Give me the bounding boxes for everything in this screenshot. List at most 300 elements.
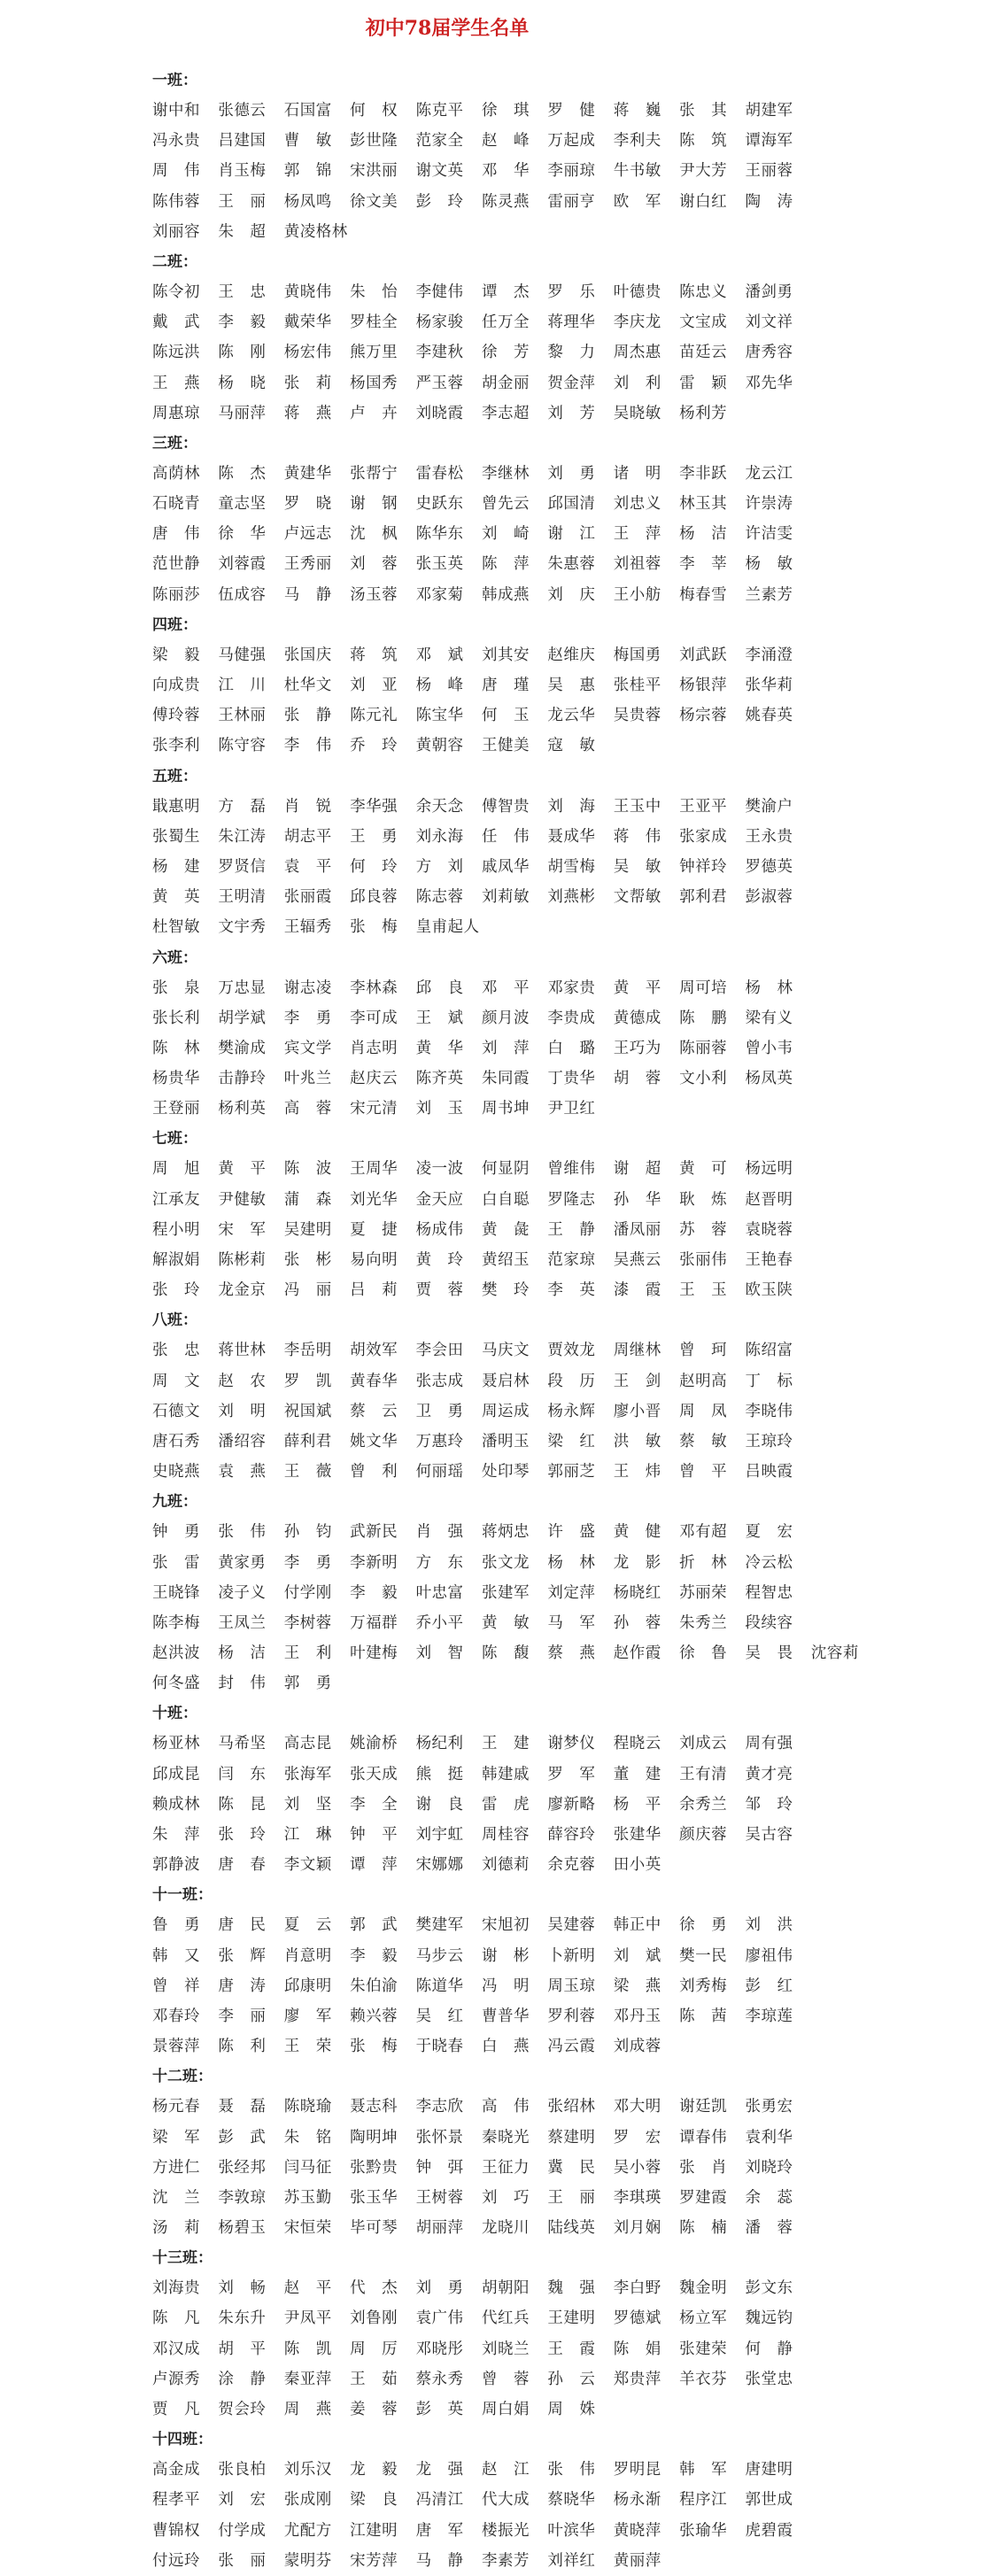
name-row — [152, 549, 919, 579]
name-row — [152, 1335, 919, 1365]
student-name: 宋芳萍 — [350, 2551, 398, 2570]
student-name: 张堂忠 — [745, 2370, 793, 2388]
student-name: 范家琼 — [547, 1251, 596, 1269]
student-name: 张海军 — [283, 1765, 332, 1783]
class-heading: 六班： — [152, 948, 197, 967]
student-name: 王明清 — [218, 888, 267, 907]
student-name: 吴燕云 — [613, 1251, 661, 1269]
student-name: 张天成 — [350, 1765, 398, 1783]
student-name: 杨永辉 — [547, 1402, 596, 1420]
name-row — [152, 2516, 919, 2546]
student-name: 吴晓敏 — [613, 404, 661, 422]
student-name: 曾维伟 — [547, 1160, 596, 1179]
student-name: 周白娟 — [481, 2401, 530, 2418]
student-name: 姜 蓉 — [350, 2401, 398, 2418]
name-row — [152, 337, 919, 367]
name-row — [152, 2123, 919, 2153]
student-name: 曾 珂 — [679, 1342, 728, 1360]
student-name: 付远玲 — [152, 2551, 200, 2570]
student-name: 邓有超 — [679, 1523, 728, 1542]
student-name: 伍成容 — [218, 585, 267, 604]
student-name: 傅玲蓉 — [152, 707, 200, 725]
student-name: 谢廷凯 — [679, 2098, 728, 2116]
student-name: 蒙明芬 — [283, 2551, 332, 2570]
student-name: 尤配方 — [283, 2521, 332, 2540]
student-name: 马 军 — [547, 1613, 596, 1632]
student-name: 肖玉梅 — [218, 162, 267, 181]
student-name: 张 其 — [679, 102, 728, 120]
student-name: 赵明高 — [679, 1372, 728, 1390]
student-name: 沈容莉 — [810, 1644, 859, 1663]
student-name: 刘 海 — [547, 797, 596, 816]
student-name: 陈伟蓉 — [152, 192, 200, 211]
student-name: 谭 萍 — [350, 1856, 398, 1875]
student-name: 文小利 — [679, 1070, 728, 1088]
student-name: 王 荣 — [283, 2038, 332, 2056]
name-row — [152, 1971, 919, 2001]
name-row — [152, 307, 919, 337]
student-name: 陈 娟 — [613, 2340, 661, 2358]
student-name: 马步云 — [415, 1946, 464, 1965]
student-name: 胡志平 — [283, 827, 332, 846]
student-name: 熊万里 — [350, 344, 398, 362]
student-name: 杨远明 — [745, 1160, 793, 1179]
student-name: 徐 勇 — [679, 1916, 728, 1935]
student-name: 罗 军 — [547, 1765, 596, 1783]
student-name: 谭春伟 — [679, 2128, 728, 2147]
student-name: 杨亚林 — [152, 1735, 200, 1753]
student-name: 刘秀梅 — [679, 1976, 728, 1995]
student-name: 吴贵蓉 — [613, 707, 661, 725]
student-name: 击静玲 — [218, 1070, 267, 1088]
student-name: 龙云华 — [547, 707, 596, 725]
name-row — [152, 1517, 919, 1547]
student-name: 张 肖 — [679, 2158, 728, 2177]
student-name: 唐秀容 — [745, 344, 793, 362]
student-name: 陈令初 — [152, 282, 200, 301]
student-name: 罗 宏 — [613, 2128, 661, 2147]
student-name: 易向明 — [350, 1251, 398, 1269]
student-name: 黄德成 — [613, 1009, 661, 1027]
class-block — [152, 2243, 919, 2425]
student-name: 刘 萍 — [481, 1039, 530, 1057]
student-name: 赵庆云 — [350, 1070, 398, 1088]
student-name: 楼振光 — [481, 2521, 530, 2540]
student-name: 杜智敏 — [152, 918, 200, 937]
student-name: 乔小平 — [415, 1613, 464, 1632]
student-name: 周 凤 — [679, 1402, 728, 1420]
student-name: 邓春玲 — [152, 2007, 200, 2025]
student-name: 谢 彬 — [481, 1946, 530, 1965]
student-name: 彭文东 — [745, 2279, 793, 2298]
student-name: 韩正中 — [613, 1916, 661, 1935]
student-name: 罗 凯 — [283, 1372, 332, 1390]
student-name: 谢 钢 — [350, 495, 398, 514]
student-name: 张 辉 — [218, 1946, 267, 1965]
student-name: 王有清 — [679, 1765, 728, 1783]
student-name: 黄 可 — [679, 1160, 728, 1179]
student-name: 韩 军 — [679, 2461, 728, 2479]
student-name: 胡朝阳 — [481, 2279, 530, 2298]
student-name: 黄 彘 — [481, 1220, 530, 1239]
student-name: 王 霞 — [547, 2340, 596, 2358]
student-name: 李 莘 — [679, 555, 728, 574]
student-name: 程智忠 — [745, 1583, 793, 1602]
student-name: 冷云松 — [745, 1553, 793, 1572]
student-name: 王登丽 — [152, 1100, 200, 1118]
student-name: 王琼玲 — [745, 1432, 793, 1450]
student-name: 胡雪梅 — [547, 857, 596, 876]
student-name: 文宝成 — [679, 313, 728, 332]
student-name: 李利夫 — [613, 132, 661, 151]
student-name: 李可成 — [350, 1009, 398, 1027]
name-row — [152, 1668, 919, 1698]
student-name: 郭 武 — [350, 1916, 398, 1935]
student-name: 朱 铭 — [283, 2128, 332, 2147]
student-name: 陈远洪 — [152, 344, 200, 362]
student-name: 廖 军 — [283, 2007, 332, 2025]
student-name: 马 静 — [283, 585, 332, 604]
student-name: 陈灵燕 — [481, 192, 530, 211]
student-name: 王巧为 — [613, 1039, 661, 1057]
student-name: 洪 敏 — [613, 1432, 661, 1450]
student-name: 张长利 — [152, 1009, 200, 1027]
student-name: 杨 洁 — [218, 1644, 267, 1663]
student-name: 孙 云 — [547, 2370, 596, 2388]
student-name: 杨永渐 — [613, 2491, 661, 2510]
student-name: 程小明 — [152, 1220, 200, 1239]
student-name: 卜新明 — [547, 1946, 596, 1965]
student-name: 郭世成 — [745, 2491, 793, 2510]
student-name: 马庆文 — [481, 1342, 530, 1360]
student-name: 傅智贵 — [481, 797, 530, 816]
student-name: 白 璐 — [547, 1039, 596, 1057]
student-name: 刘 斌 — [613, 1946, 661, 1965]
student-name: 杨凤英 — [745, 1070, 793, 1088]
student-name: 颜庆蓉 — [679, 1826, 728, 1844]
student-name: 廖新略 — [547, 1795, 596, 1814]
student-name: 封 伟 — [218, 1675, 267, 1693]
student-name: 胡效军 — [350, 1342, 398, 1360]
student-name: 文宇秀 — [218, 918, 267, 937]
student-name: 童志坚 — [218, 495, 267, 514]
student-name: 朱江涛 — [218, 827, 267, 846]
student-name: 何 玉 — [481, 707, 530, 725]
student-name: 叶兆兰 — [283, 1070, 332, 1088]
student-name: 肖 强 — [415, 1523, 464, 1542]
student-name: 潘凤丽 — [613, 1220, 661, 1239]
student-name: 张丽伟 — [679, 1251, 728, 1269]
student-name: 彭淑蓉 — [745, 888, 793, 907]
student-name: 兰素芳 — [745, 585, 793, 604]
student-name: 万惠玲 — [415, 1432, 464, 1450]
student-name: 宋 军 — [218, 1220, 267, 1239]
student-name: 罗德斌 — [613, 2309, 661, 2328]
student-name: 韩 又 — [152, 1946, 200, 1965]
student-name: 谭海军 — [745, 132, 793, 151]
student-name: 宾文学 — [283, 1039, 332, 1057]
student-name: 黄 敏 — [481, 1613, 530, 1632]
student-name: 罗德英 — [745, 857, 793, 876]
name-row — [152, 1578, 919, 1608]
name-row — [152, 822, 919, 852]
student-name: 王 剑 — [613, 1372, 661, 1390]
student-name: 周玉琼 — [547, 1976, 596, 1995]
student-name: 邱康明 — [283, 1976, 332, 1995]
name-row — [152, 1094, 919, 1124]
student-name: 罗明昆 — [613, 2461, 661, 2479]
student-name: 余克蓉 — [547, 1856, 596, 1875]
student-name: 代 杰 — [350, 2279, 398, 2298]
student-name: 雷 颖 — [679, 374, 728, 392]
student-name: 刘晓玲 — [745, 2158, 793, 2177]
student-name: 黄丽萍 — [613, 2551, 661, 2570]
student-name: 黄绍玉 — [481, 1251, 530, 1269]
student-name: 周书坤 — [481, 1100, 530, 1118]
student-name: 刘文祥 — [745, 313, 793, 332]
student-name: 夏 云 — [283, 1916, 332, 1935]
student-name: 李素芳 — [481, 2551, 530, 2570]
student-name: 冯云霞 — [547, 2038, 596, 2056]
student-name: 李健伟 — [415, 282, 464, 301]
name-row — [152, 398, 919, 429]
name-row — [152, 1185, 919, 1215]
student-name: 秦晓光 — [481, 2128, 530, 2147]
student-name: 钟 勇 — [152, 1523, 200, 1542]
student-name: 谢白红 — [679, 192, 728, 211]
name-row — [152, 1729, 919, 1759]
class-block — [152, 1124, 919, 1305]
student-name: 樊渝成 — [218, 1039, 267, 1057]
student-name: 曾 平 — [679, 1463, 728, 1481]
student-name: 韩成燕 — [481, 585, 530, 604]
student-name: 陈丽蓉 — [679, 1039, 728, 1057]
student-name: 唐 瑾 — [481, 677, 530, 694]
student-name: 李 勇 — [283, 1553, 332, 1572]
student-name: 陈李梅 — [152, 1613, 200, 1632]
student-name: 程孝平 — [152, 2491, 200, 2510]
student-name: 郭 勇 — [283, 1675, 332, 1693]
name-row — [152, 670, 919, 700]
student-name: 李林森 — [350, 979, 398, 997]
student-name: 陈晓瑜 — [283, 2098, 332, 2116]
student-name: 杨元春 — [152, 2098, 200, 2116]
student-name: 张志成 — [415, 1372, 464, 1390]
student-name: 刘祖蓉 — [613, 555, 661, 574]
student-name: 张李利 — [152, 737, 200, 755]
student-name: 刘定萍 — [547, 1583, 596, 1602]
student-name: 卢远志 — [283, 525, 332, 544]
student-name: 张德云 — [218, 102, 267, 120]
student-name: 曾 祥 — [152, 1976, 200, 1995]
student-name: 张怀景 — [415, 2128, 464, 2147]
student-name: 陈 林 — [152, 1039, 200, 1057]
student-name: 尹大芳 — [679, 162, 728, 181]
student-name: 程序江 — [679, 2491, 728, 2510]
student-name: 史晓燕 — [152, 1463, 200, 1481]
student-name: 杨宏伟 — [283, 344, 332, 362]
student-name: 戴 武 — [152, 313, 200, 332]
student-name: 姚春英 — [745, 707, 793, 725]
student-name: 刘 畅 — [218, 2279, 267, 2298]
name-row — [152, 792, 919, 822]
student-name: 张成刚 — [283, 2491, 332, 2510]
name-row — [152, 912, 919, 942]
student-name: 聂成华 — [547, 827, 596, 846]
student-name: 高志昆 — [283, 1735, 332, 1753]
student-name: 周 伟 — [152, 162, 200, 181]
student-name: 潘 蓉 — [745, 2219, 793, 2238]
student-name: 凌子义 — [218, 1583, 267, 1602]
student-name: 欧玉陕 — [745, 1281, 793, 1300]
student-name: 王晓锋 — [152, 1583, 200, 1602]
student-name: 陈华东 — [415, 525, 464, 544]
student-name: 赖成林 — [152, 1795, 200, 1814]
student-name: 冀 民 — [547, 2158, 596, 2177]
student-name: 刘 洪 — [745, 1916, 793, 1935]
student-name: 胡金丽 — [481, 374, 530, 392]
name-row — [152, 1275, 919, 1305]
student-name: 梁有义 — [745, 1009, 793, 1027]
student-name: 陈 茜 — [679, 2007, 728, 2025]
student-name: 唐 民 — [218, 1916, 267, 1935]
student-name: 羊衣芬 — [679, 2370, 728, 2388]
student-name: 赵洪波 — [152, 1644, 200, 1663]
student-name: 雷春松 — [415, 464, 464, 483]
student-name: 陈 刚 — [218, 344, 267, 362]
student-name: 张 丽 — [218, 2551, 267, 2570]
student-name: 樊渝户 — [745, 797, 793, 816]
student-name: 张建军 — [481, 1583, 530, 1602]
student-name: 杨 建 — [152, 857, 200, 876]
student-name: 刘德莉 — [481, 1856, 530, 1875]
student-name: 朱秀兰 — [679, 1613, 728, 1632]
student-name: 徐 鲁 — [679, 1644, 728, 1663]
student-name: 陶 涛 — [745, 192, 793, 211]
student-name: 许洁雯 — [745, 525, 793, 544]
student-name: 龙 影 — [613, 1553, 661, 1572]
student-name: 刘鲁刚 — [350, 2309, 398, 2328]
student-name: 王 静 — [547, 1220, 596, 1239]
student-name: 蒋炳忠 — [481, 1523, 530, 1542]
student-name: 张 忠 — [152, 1342, 200, 1360]
student-name: 王小舫 — [613, 585, 661, 604]
student-name: 刘永海 — [415, 827, 464, 846]
student-name: 王 萍 — [613, 525, 661, 544]
student-name: 刘宇虹 — [415, 1826, 464, 1844]
student-name: 聂启林 — [481, 1372, 530, 1390]
student-name: 刘 亚 — [350, 677, 398, 694]
student-name: 贺会玲 — [218, 2401, 267, 2418]
student-name: 李非跃 — [679, 464, 728, 483]
student-name: 王玉中 — [613, 797, 661, 816]
student-name: 高 伟 — [481, 2098, 530, 2116]
student-name: 秦亚萍 — [283, 2370, 332, 2388]
student-name: 白自聪 — [481, 1190, 530, 1209]
student-name: 杨 林 — [547, 1553, 596, 1572]
student-name: 龙 毅 — [350, 2461, 398, 2479]
student-name: 张 泉 — [152, 979, 200, 997]
student-name: 程晓云 — [613, 1735, 661, 1753]
student-name: 黄建华 — [283, 464, 332, 483]
student-name: 梁 燕 — [613, 1976, 661, 1995]
student-name: 黄凌格林 — [283, 222, 348, 241]
name-row — [152, 1790, 919, 1820]
student-name: 杨凤鸣 — [283, 192, 332, 211]
student-name: 曹 敏 — [283, 132, 332, 151]
student-name: 冯永贵 — [152, 132, 200, 151]
student-name: 余秀兰 — [679, 1795, 728, 1814]
student-name: 戢惠明 — [152, 797, 200, 816]
student-name: 唐石秀 — [152, 1432, 200, 1450]
student-name: 宋洪丽 — [350, 162, 398, 181]
student-name: 李 全 — [350, 1795, 398, 1814]
student-name: 杨立军 — [679, 2309, 728, 2328]
student-name: 邓家贵 — [547, 979, 596, 997]
student-name: 曾先云 — [481, 495, 530, 514]
student-name: 潘绍容 — [218, 1432, 267, 1450]
student-name: 李 毅 — [218, 313, 267, 332]
student-name: 张建华 — [613, 1826, 661, 1844]
student-name: 高荫林 — [152, 464, 200, 483]
student-name: 张 彬 — [283, 1251, 332, 1269]
student-name: 蒋理华 — [547, 313, 596, 332]
student-name: 周有强 — [745, 1735, 793, 1753]
student-name: 马 静 — [415, 2551, 464, 2570]
student-name: 张玉英 — [415, 555, 464, 574]
student-name: 江建明 — [350, 2521, 398, 2540]
student-name: 刘其安 — [481, 646, 530, 664]
student-name: 周继林 — [613, 1342, 661, 1360]
student-name: 刘 勇 — [415, 2279, 464, 2298]
student-name: 林玉其 — [679, 495, 728, 514]
student-name: 王 薇 — [283, 1463, 332, 1481]
student-name: 任万全 — [481, 313, 530, 332]
name-row — [152, 368, 919, 398]
student-name: 王林丽 — [218, 707, 267, 725]
student-name: 丁贵华 — [547, 1070, 596, 1088]
student-name: 张黔贵 — [350, 2158, 398, 2177]
student-name: 石国富 — [283, 102, 332, 120]
student-name: 张勇宏 — [745, 2098, 793, 2116]
student-name: 邓晓彤 — [415, 2340, 464, 2358]
student-name: 苗廷云 — [679, 344, 728, 362]
student-name: 杨银萍 — [679, 677, 728, 694]
student-name: 周可培 — [679, 979, 728, 997]
student-name: 周桂容 — [481, 1826, 530, 1844]
student-name: 陈道华 — [415, 1976, 464, 1995]
student-name: 龙晓川 — [481, 2219, 530, 2238]
student-name: 张 伟 — [547, 2461, 596, 2479]
class-block — [152, 2425, 919, 2576]
student-name: 严玉蓉 — [415, 374, 464, 392]
student-name: 李会田 — [415, 1342, 464, 1360]
name-row — [152, 1910, 919, 1940]
name-row — [152, 2001, 919, 2031]
student-name: 万起成 — [547, 132, 596, 151]
student-name: 陈绍富 — [745, 1342, 793, 1360]
student-name: 肖意明 — [283, 1946, 332, 1965]
name-row — [152, 459, 919, 489]
student-name: 李 英 — [547, 1281, 596, 1300]
student-name: 王 丽 — [547, 2188, 596, 2207]
name-row — [152, 731, 919, 761]
name-row — [152, 973, 919, 1003]
student-name: 杨利英 — [218, 1100, 267, 1118]
student-name: 戴荣华 — [283, 313, 332, 332]
student-name: 谢 良 — [415, 1795, 464, 1814]
student-name: 樊 玲 — [481, 1281, 530, 1300]
